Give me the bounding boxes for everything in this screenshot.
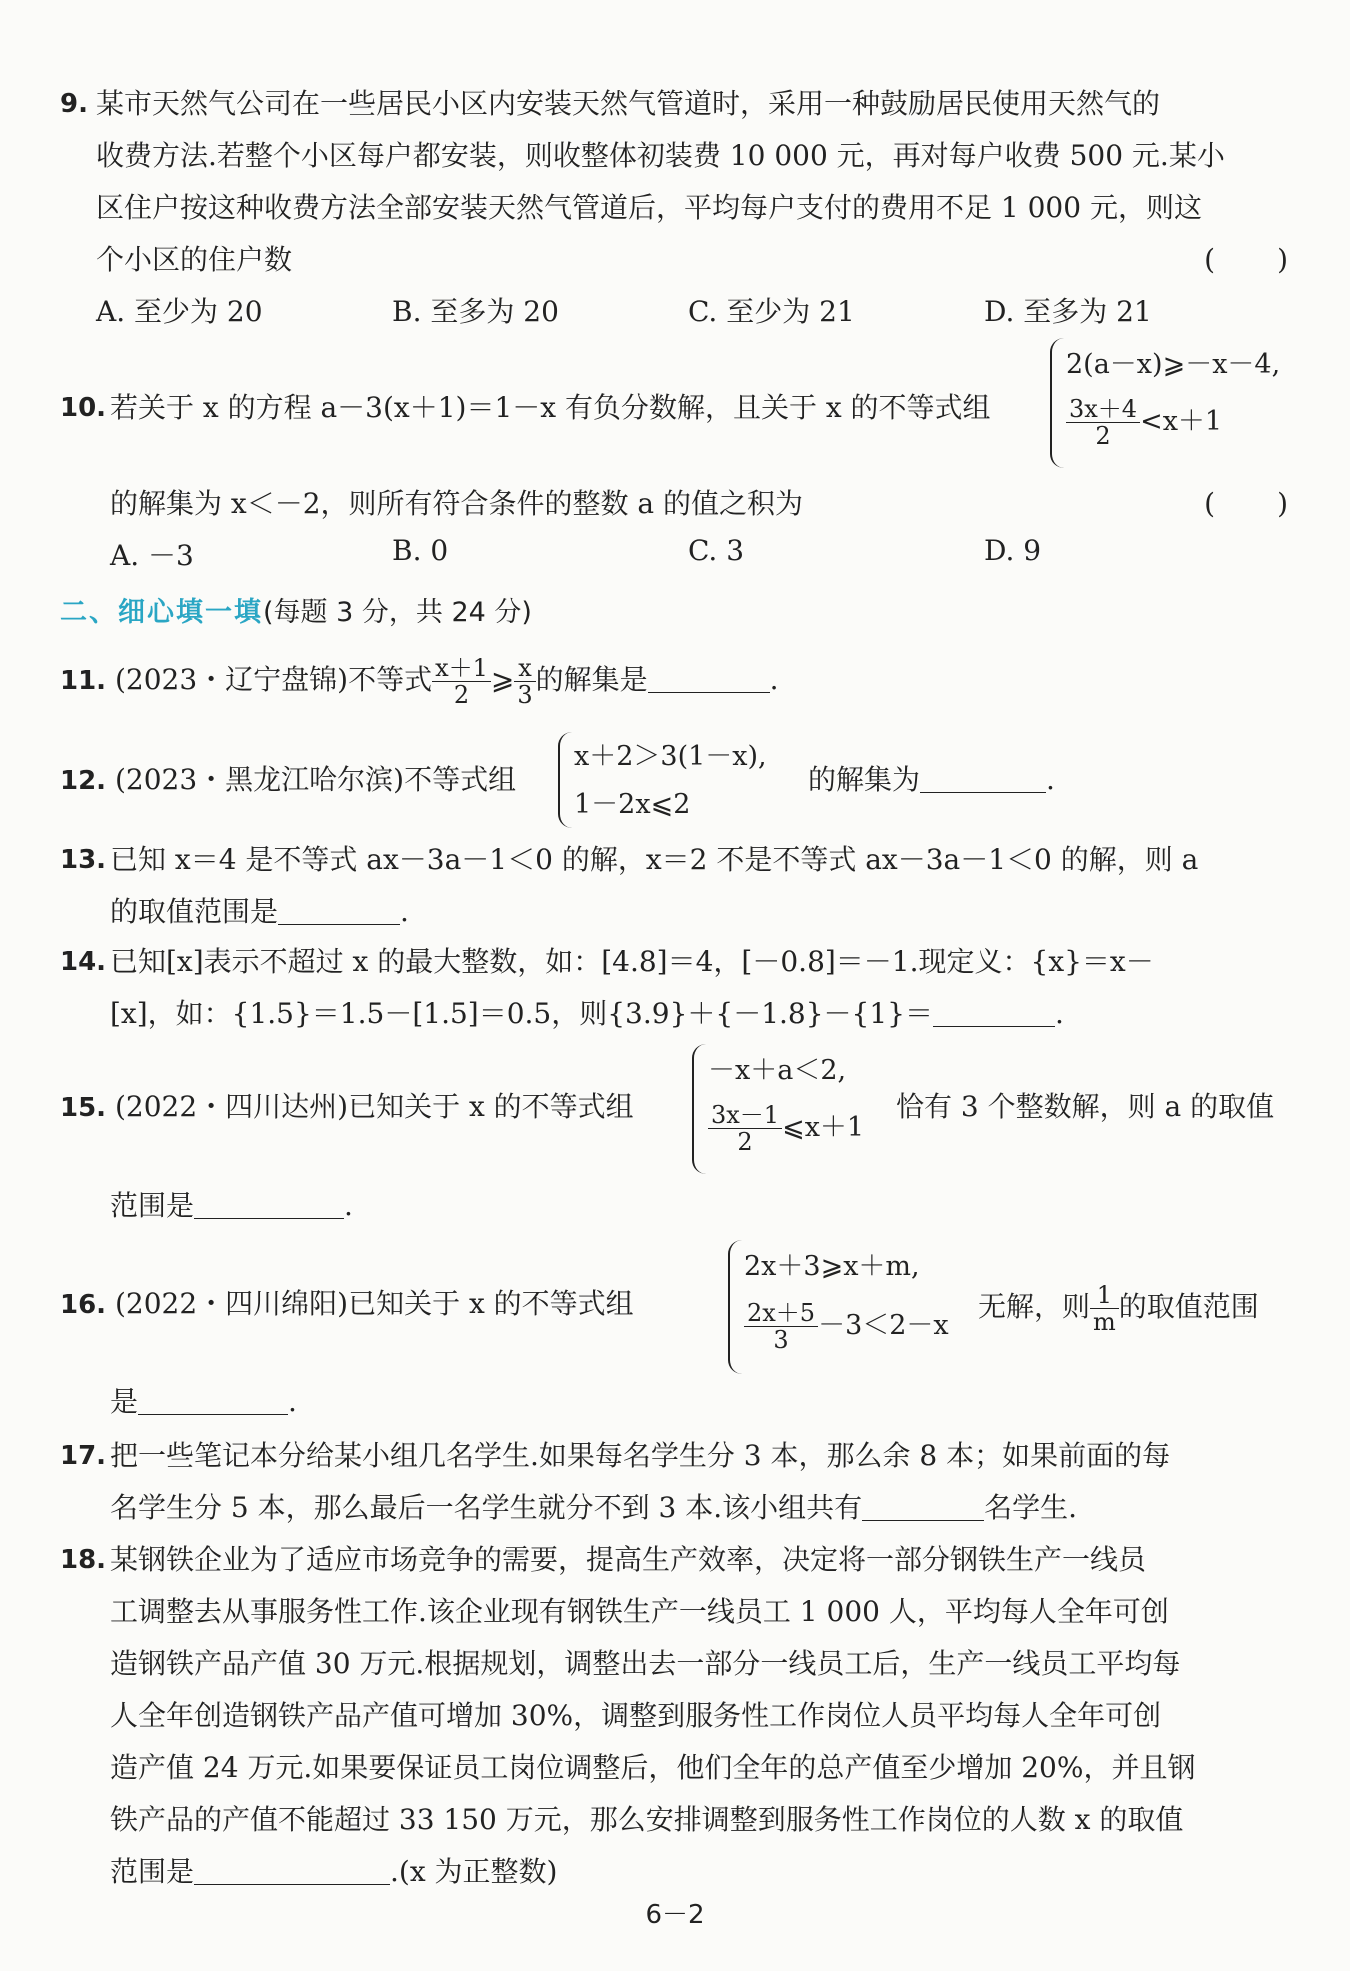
option-a: A. －3 (110, 539, 194, 572)
question-text: 已知 x＝4 是不等式 ax－3a－1＜0 的解，x＝2 不是不等式 ax－3a－1＜0 的解，则 a (110, 843, 1199, 876)
period: . (1046, 763, 1055, 796)
answer-blank[interactable] (862, 1488, 984, 1521)
question-text: 造产值 24 万元.如果要保证员工岗位调整后，他们全年的总产值至少增加 20%，并且钢 (110, 1751, 1196, 1784)
question-9-options (96, 290, 1298, 340)
section-note: (每题 3 分，共 24 分) (263, 597, 532, 628)
system-line-1: －x＋a＜2, (708, 1055, 847, 1086)
question-text: 的解集是 (535, 663, 648, 696)
question-text: 工调整去从事服务性工作.该企业现有钢铁生产一线员工 1 000 人，平均每人全年可创 (110, 1595, 1169, 1628)
question-text-2 (110, 1482, 1298, 1534)
question-text: (2022・四川绵阳)已知关于 x 的不等式组 (114, 1287, 634, 1320)
period: . (769, 663, 779, 696)
option-d: D. 9 (984, 534, 1042, 567)
question-text: 范围是 (110, 1855, 195, 1888)
question-12-tail (808, 758, 1055, 798)
question-15 (60, 1085, 634, 1125)
period: . (400, 895, 409, 928)
page-number: 6－2 (645, 1900, 705, 1930)
question-number: 9. (60, 89, 88, 119)
question-text: 个小区的住户数 (96, 243, 293, 276)
question-text: [x]，如：{1.5}＝1.5－[1.5]＝0.5，则{3.9}＋{－1.8}－{1}＝ (110, 997, 933, 1030)
inequality-system (1050, 338, 1300, 468)
answer-parentheses: ( ) (1204, 243, 1290, 276)
brace (728, 1240, 742, 1374)
question-17 (60, 1430, 1298, 1534)
system-line-1: 2x＋3⩾x＋m, (744, 1251, 920, 1282)
question-18 (60, 1534, 1298, 1898)
numerator: 3x＋4 (1066, 396, 1140, 423)
denominator: 2 (737, 1128, 753, 1156)
fraction (708, 1102, 782, 1155)
question-10-options (96, 534, 1298, 584)
question-text: 的取值范围 (1118, 1290, 1259, 1323)
question-number: 14. (60, 947, 107, 977)
question-14 (60, 936, 1298, 1040)
numerator: 3x－1 (708, 1102, 782, 1129)
period: . (288, 1385, 297, 1418)
answer-blank[interactable] (920, 760, 1046, 793)
question-number: 12. (60, 766, 107, 796)
question-text: 名学生分 5 本，那么最后一名学生就分不到 3 本.该小组共有 (110, 1491, 863, 1524)
question-text: 把一些笔记本分给某小组几名学生.如果每名学生分 3 本，那么余 8 本；如果前面的每 (110, 1439, 1171, 1472)
question-text: (2023・黑龙江哈尔滨)不等式组 (114, 763, 517, 796)
question-text: (2022・四川达州)已知关于 x 的不等式组 (114, 1090, 634, 1123)
option-c: C. 至少为 21 (688, 295, 855, 328)
option-c: C. 3 (688, 534, 745, 567)
answer-blank[interactable] (648, 660, 770, 693)
question-text-2 (110, 988, 1298, 1040)
question-text: 的解集为 (808, 763, 921, 796)
question-10-cont (60, 478, 1298, 530)
question-12 (60, 758, 516, 798)
section-title: 二、细心填一填 (60, 597, 263, 628)
brace (1050, 338, 1064, 468)
inequality-system (558, 732, 798, 828)
answer-blank[interactable] (194, 1852, 390, 1885)
section-heading (60, 590, 532, 629)
answer-blank[interactable] (138, 1382, 288, 1415)
system-line-2 (708, 1102, 864, 1155)
denominator: m (1093, 1308, 1116, 1336)
question-text: 铁产品的产值不能超过 33 150 万元，那么安排调整到服务性工作岗位的人数 x 的取值 (110, 1803, 1184, 1836)
denominator: 2 (453, 681, 470, 709)
question-text-7 (110, 1846, 1298, 1898)
question-13 (60, 834, 1298, 938)
question-text: 某钢铁企业为了适应市场竞争的需要，提高生产效率，决定将一部分钢铁生产一线员 (110, 1543, 1147, 1576)
brace (558, 732, 572, 828)
question-text: 无解，则 (978, 1290, 1091, 1323)
question-number: 11. (60, 666, 107, 696)
numerator: x (514, 655, 535, 682)
question-number: 10. (60, 393, 107, 423)
question-15-cont (110, 1184, 353, 1224)
question-number: 16. (60, 1290, 107, 1320)
question-number: 17. (60, 1441, 107, 1471)
fraction (1066, 396, 1140, 449)
question-text: 范围是 (110, 1189, 195, 1222)
system-line-1: 2(a－x)⩾－x－4, (1066, 349, 1281, 380)
question-9 (60, 78, 1298, 286)
question-text: 是 (110, 1385, 139, 1418)
question-number: 15. (60, 1093, 107, 1123)
system-line-1: x＋2＞3(1－x), (574, 741, 767, 772)
question-text: 已知[x]表示不超过 x 的最大整数，如：[4.8]＝4，[－0.8]＝－1.现定义：{x}＝x－ (110, 945, 1154, 978)
option-b: B. 0 (392, 534, 449, 567)
period: . (1055, 997, 1064, 1030)
inequality-system (692, 1044, 902, 1174)
question-text: 若关于 x 的方程 a－3(x＋1)＝1－x 有负分数解，且关于 x 的不等式组 (110, 391, 991, 424)
question-text: 人全年创造钢铁产品产值可增加 30%，调整到服务性工作岗位人员平均每人全年可创 (110, 1699, 1162, 1732)
answer-blank[interactable] (933, 994, 1055, 1027)
system-line-2-rest: ⩽x＋1 (782, 1112, 865, 1143)
denominator: 3 (517, 681, 533, 709)
question-text: 区住户按这种收费方法全部安装天然气管道后，平均每户支付的费用不足 1 000 元，则这 (96, 191, 1202, 224)
system-line-2: 1－2x⩽2 (574, 789, 691, 820)
question-16 (60, 1282, 634, 1322)
question-text: 的取值范围是 (110, 895, 279, 928)
question-15-tail: 恰有 3 个整数解，则 a 的取值 (896, 1090, 1275, 1123)
option-a: A. 至少为 20 (96, 295, 263, 328)
question-16-cont (110, 1380, 297, 1420)
numerator: x＋1 (432, 655, 491, 682)
denominator: 3 (773, 1326, 789, 1354)
option-b: B. 至多为 20 (392, 295, 559, 328)
question-text: (2023・辽宁盘锦)不等式 (114, 663, 433, 696)
answer-blank[interactable] (278, 892, 400, 925)
system-line-2-rest: <x＋1 (1140, 406, 1223, 437)
question-11 (60, 655, 779, 708)
fraction (1090, 1282, 1119, 1335)
question-text-2 (110, 886, 1298, 938)
operator: ⩾ (490, 663, 515, 696)
brace (692, 1044, 706, 1174)
question-text: 名学生. (984, 1491, 1078, 1524)
system-line-2-rest: －3＜2－x (818, 1310, 949, 1341)
question-text: .(x 为正整数) (390, 1855, 558, 1888)
answer-blank[interactable] (194, 1186, 344, 1219)
system-line-2 (744, 1300, 949, 1353)
numerator: 1 (1090, 1282, 1119, 1309)
fraction (744, 1300, 818, 1353)
question-text: 造钢铁产品产值 30 万元.根据规划，调整出去一部分一线员工后，生产一线员工平均每 (110, 1647, 1181, 1680)
numerator: 2x＋5 (744, 1300, 818, 1327)
question-16-tail (978, 1282, 1259, 1335)
question-text: 某市天然气公司在一些居民小区内安装天然气管道时，采用一种鼓励居民使用天然气的 (96, 87, 1161, 120)
inequality-system (728, 1240, 978, 1374)
fraction (432, 655, 491, 708)
question-text: 收费方法.若整个小区每户都安装，则收整体初装费 10 000 元，再对每户收费 500 元.某小 (96, 139, 1225, 172)
denominator: 2 (1095, 422, 1111, 450)
system-line-2 (1066, 396, 1222, 449)
option-d: D. 至多为 21 (984, 295, 1152, 328)
period: . (344, 1189, 353, 1222)
question-number: 18. (60, 1545, 107, 1575)
fraction (514, 655, 535, 708)
answer-parentheses: ( ) (1204, 487, 1290, 520)
question-number: 13. (60, 845, 107, 875)
question-text: 的解集为 x＜－2，则所有符合条件的整数 a 的值之积为 (110, 487, 804, 520)
